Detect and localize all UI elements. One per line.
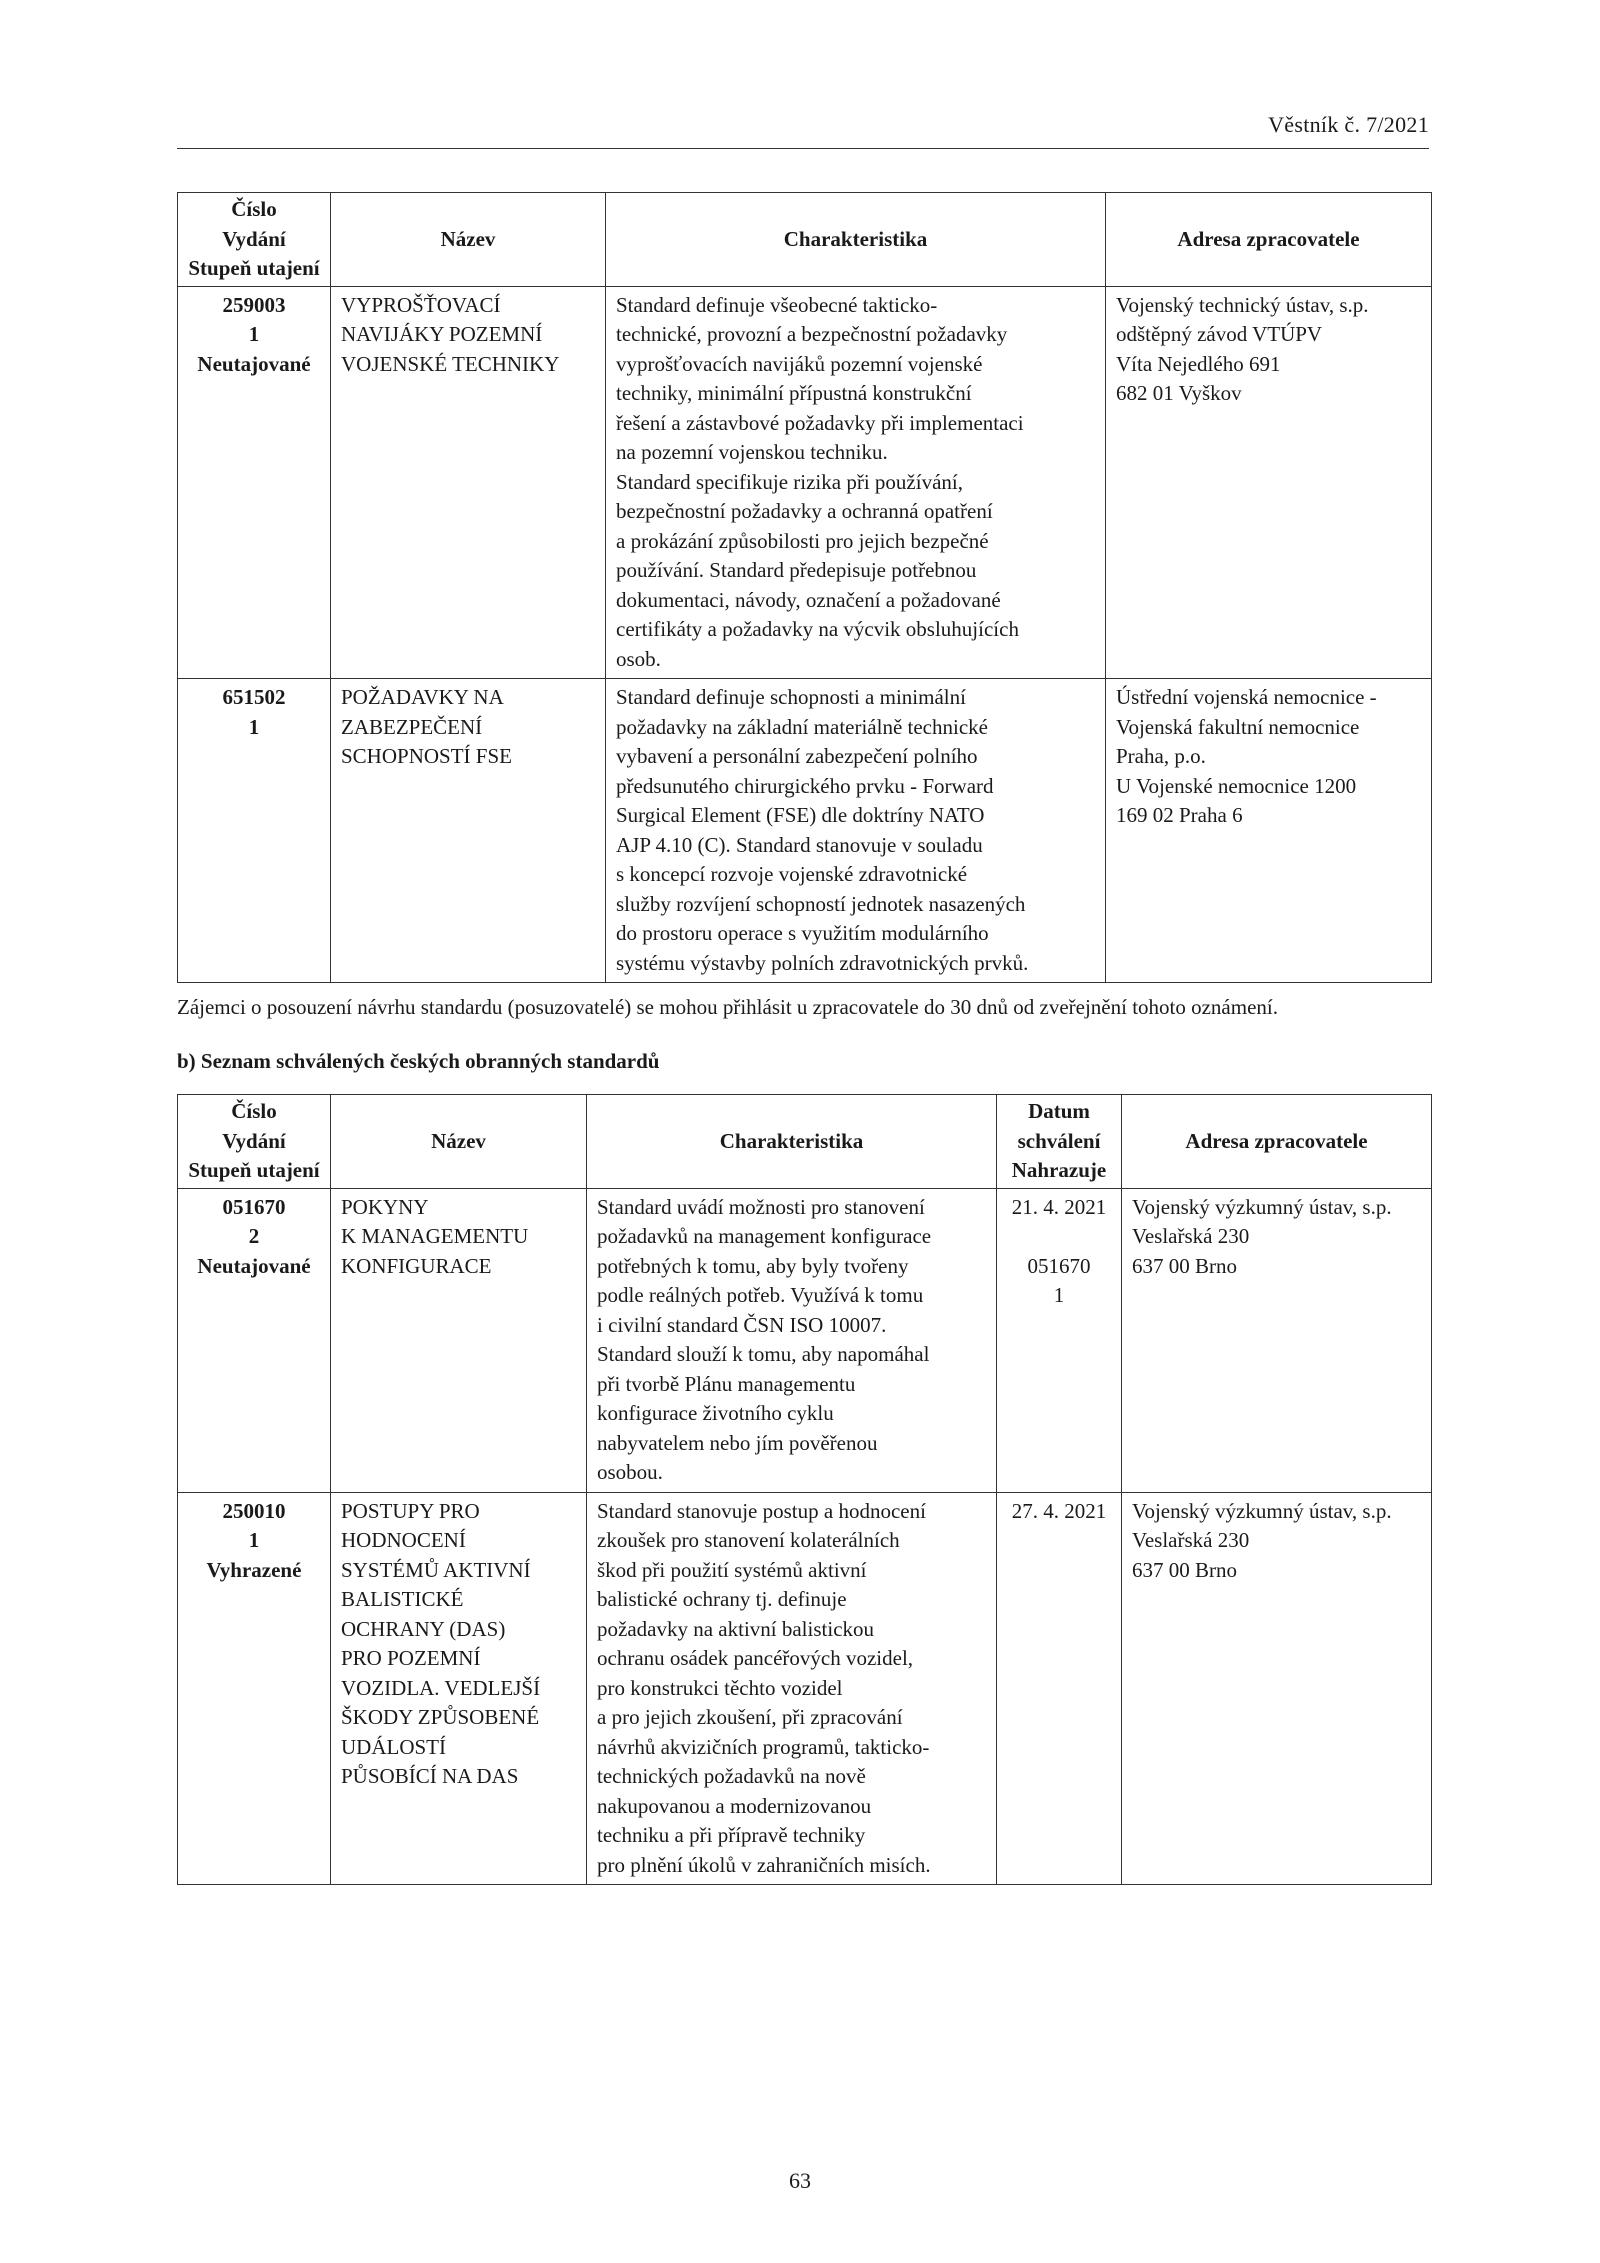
- standard-name: POSTUPY PRO HODNOCENÍ SYSTÉMŮ AKTIVNÍ BALISTICKÉ OCHRANY (DAS) PRO POZEMNÍ VOZIDLA. VEDLEJŠÍ ŠKODY ZPŮSOBENÉ UDÁLOSTÍ PŮSOBÍCÍ NA DAS: [331, 1492, 587, 1885]
- header-characteristics: Charakteristika: [587, 1095, 997, 1189]
- approved-standards-table: [177, 1094, 1432, 1885]
- journal-issue: Věstník č. 7/2021: [1268, 112, 1429, 137]
- standard-number-cell: [178, 1188, 331, 1492]
- section-title: b) Seznam schválených českých obranných standardů: [177, 1049, 660, 1073]
- processor-address: Vojenský výzkumný ústav, s.p. Veslařská 230 637 00 Brno: [1122, 1492, 1432, 1885]
- edition: 1: [248, 714, 260, 739]
- approval-date-cell: [997, 1492, 1122, 1885]
- header-number: Číslo Vydání Stupeň utajení: [178, 193, 331, 287]
- standard-number-cell: [178, 1492, 331, 1885]
- standard-characteristics: Standard stanovuje postup a hodnocení zkoušek pro stanovení kolaterálních škod při použití systémů aktivní balistické ochrany tj. definuje požadavky na aktivní balistickou ochranu osádek pancéřových vozidel, pro konstrukci těchto vozidel a pro jejich zkoušení, při zpracování návrhů akvizičních programů, takticko- technických požadavků na nově nakupovanou a modernizovanou techniku a při přípravě techniky pro plnění úkolů v zahraničních misích.: [587, 1492, 997, 1885]
- table-row: [178, 1188, 1432, 1492]
- standard-number: 051670: [222, 1194, 286, 1219]
- header-characteristics: Charakteristika: [606, 193, 1106, 287]
- table-row: [178, 679, 1432, 983]
- table-header-row: [178, 193, 1432, 287]
- standard-characteristics: Standard definuje všeobecné takticko- technické, provozní a bezpečnostní požadavky vyprošťovacích navijáků pozemní vojenské techniky, minimální přípustná konstrukční řešení a zástavbové požadavky při implementaci na pozemní vojenskou techniku. Standard specifikuje rizika při používání, bezpečnostní požadavky a ochranná opatření a prokázání způsobilosti pro jejich bezpečné používání. Standard předepisuje potřebnou dokumentaci, návody, označení a požadované certifikáty a požadavky na výcvik obsluhujících osob.: [606, 286, 1106, 679]
- table-row: [178, 286, 1432, 679]
- standard-number: 651502: [222, 685, 286, 709]
- standard-name: POŽADAVKY NA ZABEZPEČENÍ SCHOPNOSTÍ FSE: [331, 679, 606, 983]
- header-number: Číslo Vydání Stupeň utajení: [178, 1095, 331, 1189]
- comment-notice: Zájemci o posouzení návrhu standardu (posuzovatelé) se mohou přihlásit u zpracovatele do 30 dnů od zveřejnění tohoto oznámení.: [177, 995, 1278, 1019]
- header-address: Adresa zpracovatele: [1122, 1095, 1432, 1189]
- approval-date: 21. 4. 2021: [1011, 1194, 1107, 1219]
- classification: Neutajované: [197, 1253, 311, 1278]
- standard-number: 250010: [222, 1498, 286, 1523]
- classification: Vyhrazené: [206, 1557, 302, 1582]
- table-row: [178, 1492, 1432, 1885]
- edition: 1: [248, 322, 260, 346]
- page-number: 63: [789, 2168, 811, 2193]
- classification: Neutajované: [197, 351, 311, 376]
- table-header-row: [178, 1095, 1432, 1189]
- approval-date: 27. 4. 2021: [1011, 1498, 1107, 1523]
- standard-number-cell: [178, 679, 331, 983]
- standard-number-cell: [178, 286, 331, 679]
- processor-address: Ústřední vojenská nemocnice - Vojenská fakultní nemocnice Praha, p.o. U Vojenské nemocnice 1200 169 02 Praha 6: [1106, 679, 1432, 983]
- processor-address: Vojenský technický ústav, s.p. odštěpný závod VTÚPV Víta Nejedlého 691 682 01 Vyškov: [1106, 286, 1432, 679]
- standard-characteristics: Standard definuje schopnosti a minimální požadavky na základní materiálně technické vybavení a personální zabezpečení polního předsunutého chirurgického prvku - Forward Surgical Element (FSE) dle doktríny NATO AJP 4.10 (C). Standard stanovuje v souladu s koncepcí rozvoje vojenské zdravotnické služby rozvíjení schopností jednotek nasazených do prostoru operace s využitím modulárního systému výstavby polních zdravotnických prvků.: [606, 679, 1106, 983]
- header-approval-date: Datum schválení Nahrazuje: [997, 1095, 1122, 1189]
- page-header: [177, 110, 1429, 149]
- edition: 1: [248, 1528, 260, 1552]
- header-name: Název: [331, 193, 606, 287]
- replaces-edition: 1: [1053, 1283, 1065, 1307]
- header-address: Adresa zpracovatele: [1106, 193, 1432, 287]
- header-name: Název: [331, 1095, 587, 1189]
- replaces-number: 051670: [1027, 1253, 1091, 1278]
- standard-characteristics: Standard uvádí možnosti pro stanovení požadavků na management konfigurace potřebných k tomu, aby byly tvořeny podle reálných potřeb. Využívá k tomu i civilní standard ČSN ISO 10007. Standard slouží k tomu, aby napomáhal při tvorbě Plánu managementu konfigurace životního cyklu nabyvatelem nebo jím pověřenou osobou.: [587, 1188, 997, 1492]
- standard-number: 259003: [222, 292, 286, 317]
- standard-name: POKYNY K MANAGEMENTU KONFIGURACE: [331, 1188, 587, 1492]
- draft-standards-table: [177, 192, 1432, 983]
- standard-name: VYPROŠŤOVACÍ NAVIJÁKY POZEMNÍ VOJENSKÉ TECHNIKY: [331, 286, 606, 679]
- approval-date-cell: [997, 1188, 1122, 1492]
- edition: 2: [248, 1224, 260, 1248]
- processor-address: Vojenský výzkumný ústav, s.p. Veslařská 230 637 00 Brno: [1122, 1188, 1432, 1492]
